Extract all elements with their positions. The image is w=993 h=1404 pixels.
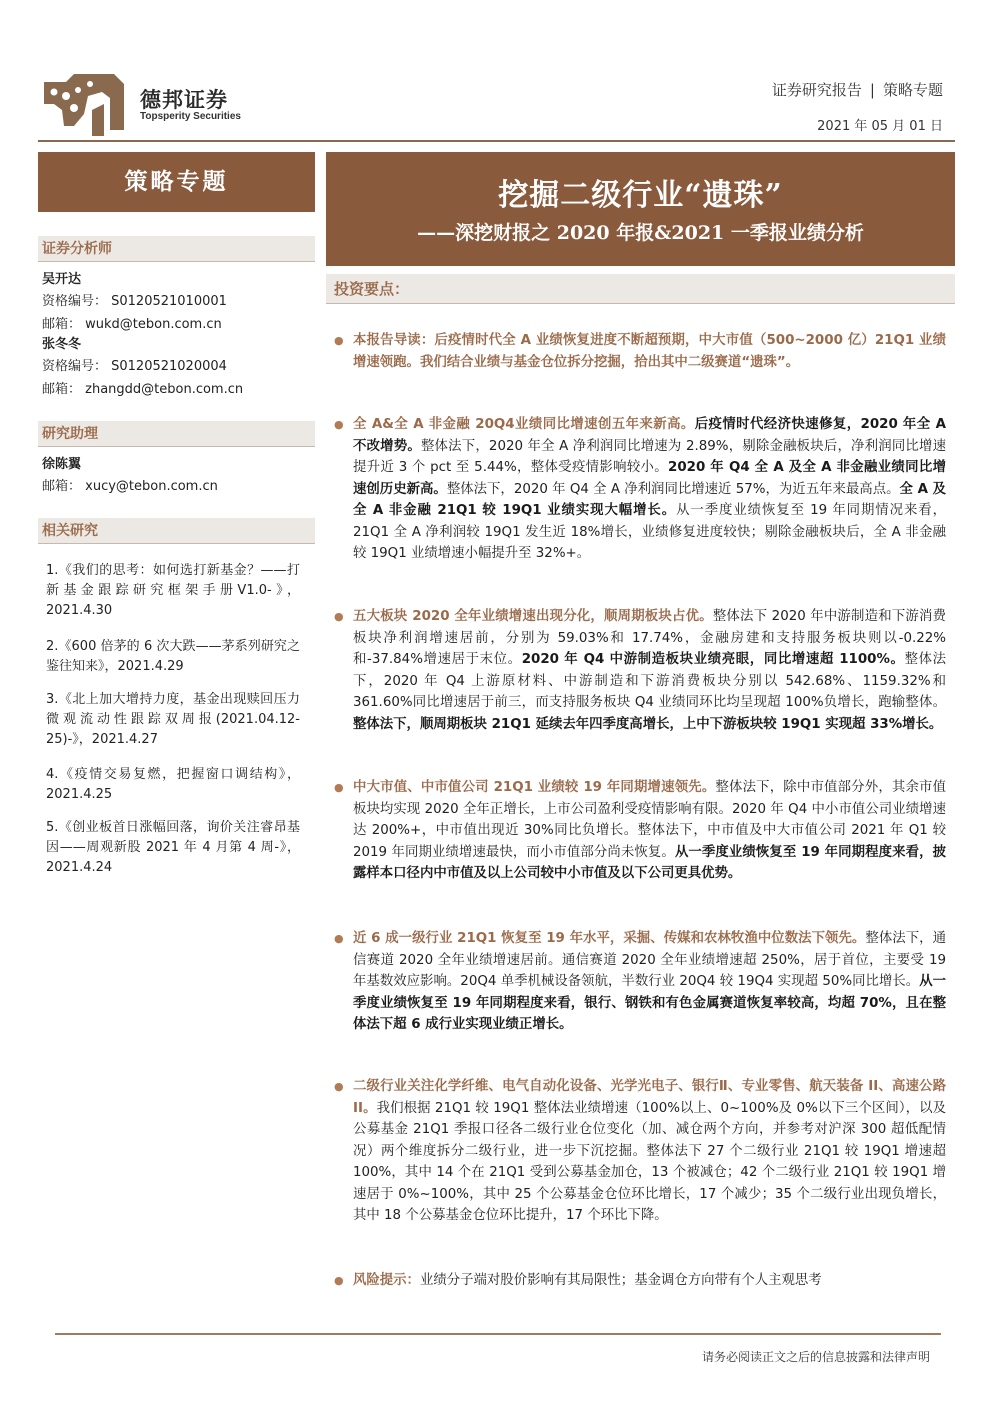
paragraph-bold-text: 后疫情时代经济快速修复，2020 年全 A 不改增势。	[353, 417, 946, 454]
report-category: 策略专题	[882, 81, 943, 99]
highlight-paragraph	[334, 777, 946, 885]
analyst-cert: 资格编号： S0120521010001	[42, 294, 227, 309]
paragraph-lead: 五大板块 2020 全年业绩增速出现分化，顺周期板块占优。	[353, 609, 713, 624]
paragraph-lead: 近 6 成一级行业 21Q1 恢复至 19 年水平，采掘、传媒和农林牧渔中位数法下领先。	[353, 931, 866, 946]
paragraph-bold-text: 2020 年 Q4 全 A 及全 A 非金融业绩同比增速创历史新高。	[353, 460, 946, 497]
paragraph-lead: 二级行业关注化学纤维、电气自动化设备、光学光电子、银行Ⅱ、专业零售、航天装备 II、高速公路 II。	[353, 1079, 946, 1116]
risk-warning-paragraph	[334, 1270, 946, 1292]
title-banner	[326, 152, 955, 266]
paragraph-bold-text: 从一季度业绩恢复至 19 年同期程度来看，披露样本口径内中市值及以上公司较中小市值及以下公司更具优势。	[353, 844, 946, 881]
analyst-email[interactable]: 邮箱： wukd@tebon.com.cn	[42, 317, 222, 332]
analyst-name: 吴开达	[42, 272, 82, 287]
paragraph-bold-text: 整体法下，顺周期板块 21Q1 延续去年四季度高增长，上中下游板块较 19Q1 实现超 33%增长。	[353, 716, 943, 732]
report-type: 证券研究报告	[771, 81, 862, 99]
bullet-icon: ●	[334, 932, 344, 945]
related-report-link[interactable]: 4.《疫情交易复燃，把握窗口调结构》，2021.4.25	[46, 767, 300, 802]
left-title-banner: 策略专题	[38, 152, 315, 212]
related-report-link[interactable]: 5.《创业板首日涨幅回落，询价关注睿昂基因——周观新股 2021 年 4 月第 4 周-》，2021.4.24	[46, 820, 300, 875]
brand-name: 德邦证券	[140, 88, 228, 112]
footer-disclaimer: 请务必阅读正文之后的信息披露和法律声明	[701, 1350, 930, 1364]
paragraph-bold-text: 从一季度业绩恢复至 19 年同期程度来看，银行、钢铁和有色金属赛道恢复率较高，均超 70%，且在整体法下超 6 成行业实现业绩正增长。	[353, 974, 946, 1032]
paragraph-bold-text: 全 A 及全 A 非金融 21Q1 较 19Q1 业绩实现大幅增长。	[353, 481, 946, 518]
analyst-section-heading: 证券分析师	[38, 236, 315, 262]
highlight-paragraph	[334, 414, 946, 565]
brand-logo-icon	[44, 70, 124, 138]
investment-highlights-heading: 投资要点：	[326, 274, 955, 304]
report-type-header	[772, 79, 943, 100]
report-title: 挖掘二级行业“遗珠”	[498, 178, 783, 213]
paragraph-lead: 本报告导读：后疫情时代全 A 业绩恢复进度不断超预期，中大市值（500~2000 亿）21Q1 业绩增速领跑。我们结合业绩与基金仓位拆分挖掘，拾出其中二级赛道“遗珠”。	[353, 333, 946, 370]
header-separator: |	[869, 81, 875, 99]
related-section-heading: 相关研究	[38, 518, 315, 544]
assistant-section-heading: 研究助理	[38, 421, 315, 447]
related-report-link[interactable]: 1.《我们的思考：如何选打新基金？——打新基金跟踪研究框架手册V1.0-》，2021.4.30	[46, 563, 300, 618]
paragraph-text: 业绩分子端对股价影响有其局限性；基金调仓方向带有个人主观思考	[419, 1273, 822, 1288]
paragraph-text: 整体法下，2020 年全 A 净利润同比增速为 2.89%，剔除金融板块后，净利润同比增速提升近 3 个 pct 至 5.44%，整体受疫情影响较小。	[353, 438, 946, 475]
related-report-link[interactable]: 3.《北上加大增持力度，基金出现赎回压力微观流动性跟踪双周报(2021.04.12-25)-》，2021.4.27	[46, 692, 300, 747]
brand-name-en: Topsperity Securities	[140, 111, 241, 122]
bullet-icon: ●	[334, 418, 344, 431]
paragraph-lead: 全 A&全 A 非金融 20Q4业绩同比增速创五年来新高。	[353, 417, 695, 432]
bullet-icon: ●	[334, 781, 344, 794]
report-date: 2021 年 05 月 01 日	[817, 119, 943, 134]
paragraph-text: 整体法下，2020 年 Q4 全 A 净利润同比增速近 57%，为近五年来最高点。	[446, 481, 900, 497]
related-report-link[interactable]: 2.《600 倍茅的 6 次大跌——茅系列研究之鉴往知来》，2021.4.29	[46, 639, 300, 674]
paragraph-text: 整体法下，2020 年 Q4 上游原材料、中游制造和下游消费板块分别以 542.68%、1159.32%和 361.60%同比增速居于前三，而支持服务板块 Q4 业绩同环比均呈现超 100%负增长，跑输整体。	[353, 652, 946, 710]
report-subtitle: ——深挖财报之 2020 年报&2021 一季报业绩分析	[417, 222, 864, 244]
header-divider	[38, 140, 955, 142]
highlight-paragraph	[334, 1076, 946, 1227]
analyst-cert: 资格编号： S0120521020004	[42, 359, 227, 374]
paragraph-text: 整体法下 2020 年中游制造和下游消费板块净利润增速居前，分别为 59.03%和 17.74%，金融房建和支持服务板块则以-0.22%和-37.84%增速居于末位。	[353, 609, 947, 667]
paragraph-text: 整体法下，通信赛道 2020 全年业绩增速居前。通信赛道 2020 全年业绩增速超 250%，居于首位，主要受 19 年基数效应影响。20Q4 单季机械设备领航，半数行业 20Q4 较 19Q4 实现超 50%同比增长。	[353, 931, 946, 989]
highlight-paragraph	[334, 606, 946, 735]
bullet-icon: ●	[334, 334, 344, 347]
bullet-icon: ●	[334, 1080, 344, 1093]
assistant-email[interactable]: 邮箱： xucy@tebon.com.cn	[42, 479, 218, 494]
paragraph-bold-text: 2020 年 Q4 中游制造板块业绩亮眼，同比增速超 1100%。	[521, 652, 905, 667]
paragraph-text: 从一季度业绩恢复至 19 年同期情况来看，21Q1 全 A 净利润较 19Q1 发生近 18%增长，业绩修复进度较快；剔除金融板块后，全 A 非金融较 19Q1 业绩增速小幅提升至 32%+。	[353, 503, 946, 561]
analyst-email[interactable]: 邮箱： zhangdd@tebon.com.cn	[42, 382, 244, 397]
assistant-name: 徐陈翼	[42, 457, 82, 472]
paragraph-lead: 中大市值、中市值公司 21Q1 业绩较 19 年同期增速领先。	[353, 780, 716, 795]
paragraph-text: 我们根据 21Q1 较 19Q1 整体法业绩增速（100%以上、0~100%及 0%以下三个区间），以及公募基金 21Q1 季报口径各二级行业仓位变化（加、减仓两个方向，并参考对沪深 300 超低配情况）两个维度拆分二级行业，进一步下沉挖掘。整体法下 27 个二级行业 21Q1 较 19Q1 增速超 100%，其中 14 个在 21Q1 受到公募基金加仓，13 个被减仓；42 个二级行业 21Q1 较 19Q1 增速居于 0%~100%，其中 25 个公募基金仓位环比增长，17 个减少；35 个二级行业出现负增长，其中 18 个公募基金仓位环比提升，17 个环比下降。	[353, 1100, 947, 1223]
bullet-icon: ●	[334, 610, 344, 623]
footer-divider	[55, 1333, 941, 1335]
bullet-icon: ●	[334, 1274, 344, 1287]
paragraph-text: 整体法下，除中市值部分外，其余市值板块均实现 2020 全年正增长，上市公司盈利受疫情影响有限。2020 年 Q4 中小市值公司业绩增速达 200%+，中市值出现近 30%同比负增长。整体法下，中市值及中大市值公司 2021 年 Q1 较 2019 年同期业绩增速最快，而小市值部分尚未恢复。	[353, 780, 947, 860]
highlight-paragraph	[334, 928, 946, 1036]
paragraph-lead: 风险提示：	[353, 1273, 420, 1288]
highlight-paragraph	[334, 330, 946, 373]
analyst-name: 张冬冬	[42, 337, 82, 352]
